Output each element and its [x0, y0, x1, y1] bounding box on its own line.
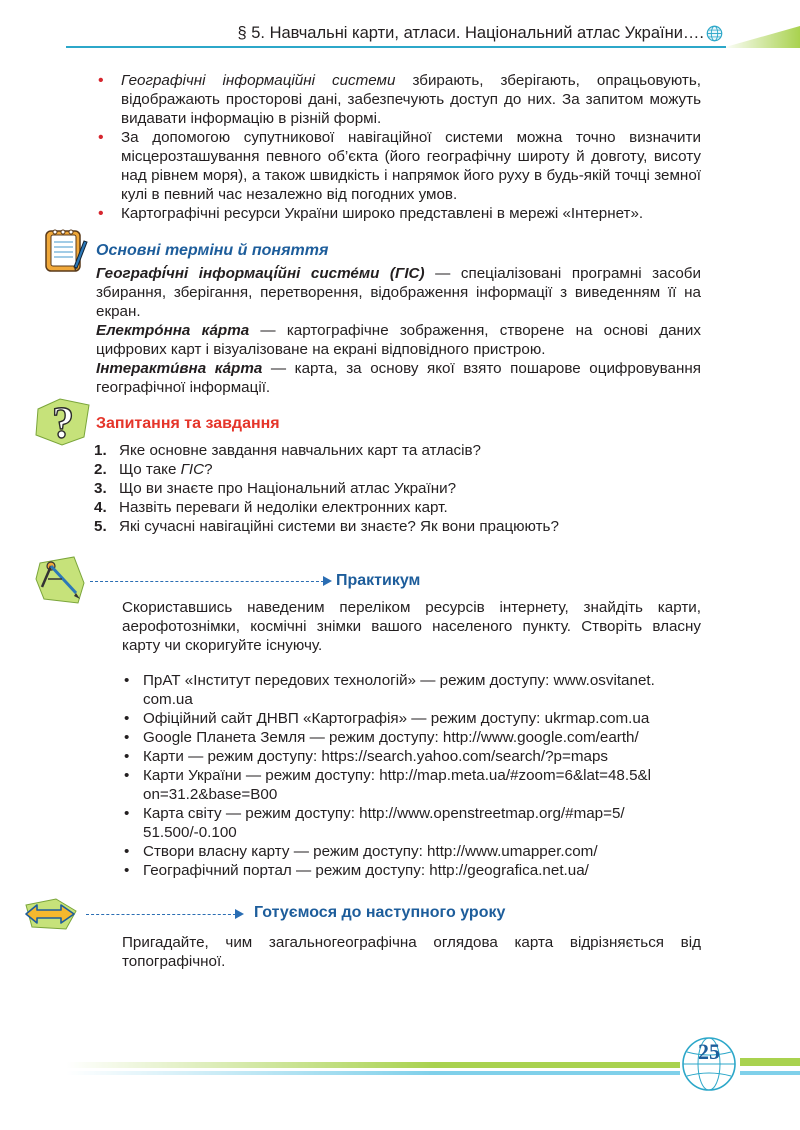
- resource-line: • ПрАТ «Інститут передових технологій» — режим доступу: www.osvitanet.: [143, 672, 655, 689]
- term: Інтеракти́вна ка́рта: [96, 360, 263, 377]
- resource-list: [121, 671, 701, 880]
- list-item: • За допомогою супутникової навігаційної системи можна точно визначити місцерозташування певного об’єкта (його географічну широту й довготу, висоту над рівнем моря), а також швидкість і напрямок його руху в будь-якій точці земної кулі в певний час незалежно від погодних умов.: [96, 128, 701, 204]
- globe-icon: [706, 25, 723, 42]
- term-definition: [96, 321, 701, 359]
- question-text: Які сучасні навігаційні системи ви знаєте? Як вони працюють?: [119, 518, 559, 535]
- next-lesson-title: Готуємося до наступного уроку: [254, 904, 506, 921]
- resource-line: • Карти — режим доступу: https://search.yahoo.com/search/?p=maps: [143, 748, 608, 765]
- question-number: 5.: [94, 518, 107, 535]
- double-arrow-icon: [22, 897, 78, 931]
- header-rule: [66, 46, 726, 48]
- question-number: 2.: [94, 461, 107, 478]
- question-number: 3.: [94, 480, 107, 497]
- terms-title: Основні терміни й поняття: [96, 242, 329, 259]
- definition: — картографічне зображення, створене на основі даних цифрових карт і візуалізоване на екрані відповідного пристрою.: [96, 322, 701, 358]
- practicum-dashed-arrow: [90, 581, 324, 582]
- question-number: 1.: [94, 442, 107, 459]
- next-lesson-dashed-arrow: [86, 914, 236, 915]
- list-item: [121, 766, 701, 804]
- question-text: Яке основне завдання навчальних карт та атласів?: [119, 442, 482, 459]
- list-item: • Картографічні ресурси України широко представлені в мережі «Інтернет».: [96, 204, 701, 223]
- question-item: [94, 479, 699, 498]
- definition: — спеціалізовані програмні засоби збирання, зберігання, перетворення, відображення інформації з виведенням її на екран.: [96, 265, 701, 320]
- question-text: Що ви знаєте про Національний атлас України?: [119, 480, 457, 497]
- question-icon: [34, 397, 92, 447]
- list-item: [96, 71, 701, 128]
- terms-list: [96, 264, 701, 397]
- list-item: [121, 671, 701, 709]
- term-definition: [96, 264, 701, 321]
- term: Географі́чні інформаці́йні систе́ми (ГІС): [96, 265, 425, 282]
- question-number: 4.: [94, 499, 107, 516]
- arrow-head-icon: [235, 909, 244, 919]
- question-item: [94, 498, 699, 517]
- footer-green-bar-right: [740, 1058, 800, 1066]
- footer-green-bar: [66, 1062, 680, 1068]
- list-item: [121, 709, 701, 728]
- header-green-wedge: [722, 26, 800, 48]
- next-lesson-text: Пригадайте, чим загальногеографічна оглядова карта відрізняється від топографічної.: [122, 934, 701, 970]
- question-item: [94, 441, 699, 460]
- questions-list: [94, 441, 699, 536]
- header-title: § 5. Навчальні карти, атласи. Національний атлас України….: [237, 24, 704, 42]
- compass-icon: [34, 553, 88, 607]
- page-number: 25: [698, 1039, 720, 1064]
- question-item: [94, 517, 699, 536]
- question-text-suffix: ?: [204, 461, 213, 478]
- footer-blue-bar: [66, 1071, 680, 1075]
- resource-line: • Google Планета Земля — режим доступу: http://www.google.com/earth/: [143, 729, 639, 746]
- resource-line: • Карта світу — режим доступу: http://www.openstreetmap.org/#map=5/: [143, 805, 625, 822]
- resource-line: • Офіційний сайт ДНВП «Картографія» — режим доступу: ukrmap.com.ua: [143, 710, 650, 727]
- notepad-icon: [44, 227, 88, 273]
- term: Електро́нна ка́рта: [96, 322, 250, 339]
- list-item: [121, 728, 701, 747]
- list-item: [121, 804, 701, 842]
- resource-line: • Карти України — режим доступу: http://map.meta.ua/#zoom=6&lat=48.5&l: [143, 767, 652, 784]
- page-header: [0, 22, 800, 50]
- footer-blue-bar-right: [740, 1071, 800, 1075]
- questions-title: Запитання та завдання: [96, 415, 280, 432]
- resource-line: • Географічний портал — режим доступу: http://geografica.net.ua/: [143, 862, 589, 879]
- resource-line: on=31.2&base=B00: [143, 786, 278, 803]
- definition: — карта, за основу якої взято пошарове оцифровування географічної інформації.: [96, 360, 701, 396]
- list-item-text: збирають, зберігають, опрацьовують, відображають просторові дані, забезпечують доступ до них. За запитом можуть видавати інформацію в різній формі.: [121, 72, 702, 127]
- emphasis-term: Географічні інформаційні системи: [121, 72, 396, 89]
- list-item: [121, 842, 701, 861]
- arrow-head-icon: [323, 576, 332, 586]
- question-text-emphasis: ГІС: [180, 461, 205, 478]
- svg-text:?: ?: [52, 398, 74, 447]
- practicum-title: Практикум: [336, 572, 421, 589]
- resource-line: • Створи власну карту — режим доступу: http://www.umapper.com/: [143, 843, 598, 860]
- resource-line: com.ua: [143, 691, 193, 708]
- resource-line: 51.500/-0.100: [143, 824, 237, 841]
- practicum-intro: Скориставшись наведеним переліком ресурсів інтернету, знайдіть карти, аерофотознімки, космічні знімки вашого населеного пункту. Створіть власну карту чи скоригуйте існуючу.: [122, 599, 701, 654]
- question-text-prefix: Що таке: [119, 461, 181, 478]
- question-text: [119, 460, 213, 479]
- intro-bullet-list: [96, 71, 701, 223]
- question-item: [94, 460, 699, 479]
- list-item: [121, 747, 701, 766]
- term-definition: [96, 359, 701, 397]
- question-text: Назвіть переваги й недоліки електронних карт.: [119, 499, 448, 516]
- list-item: [121, 861, 701, 880]
